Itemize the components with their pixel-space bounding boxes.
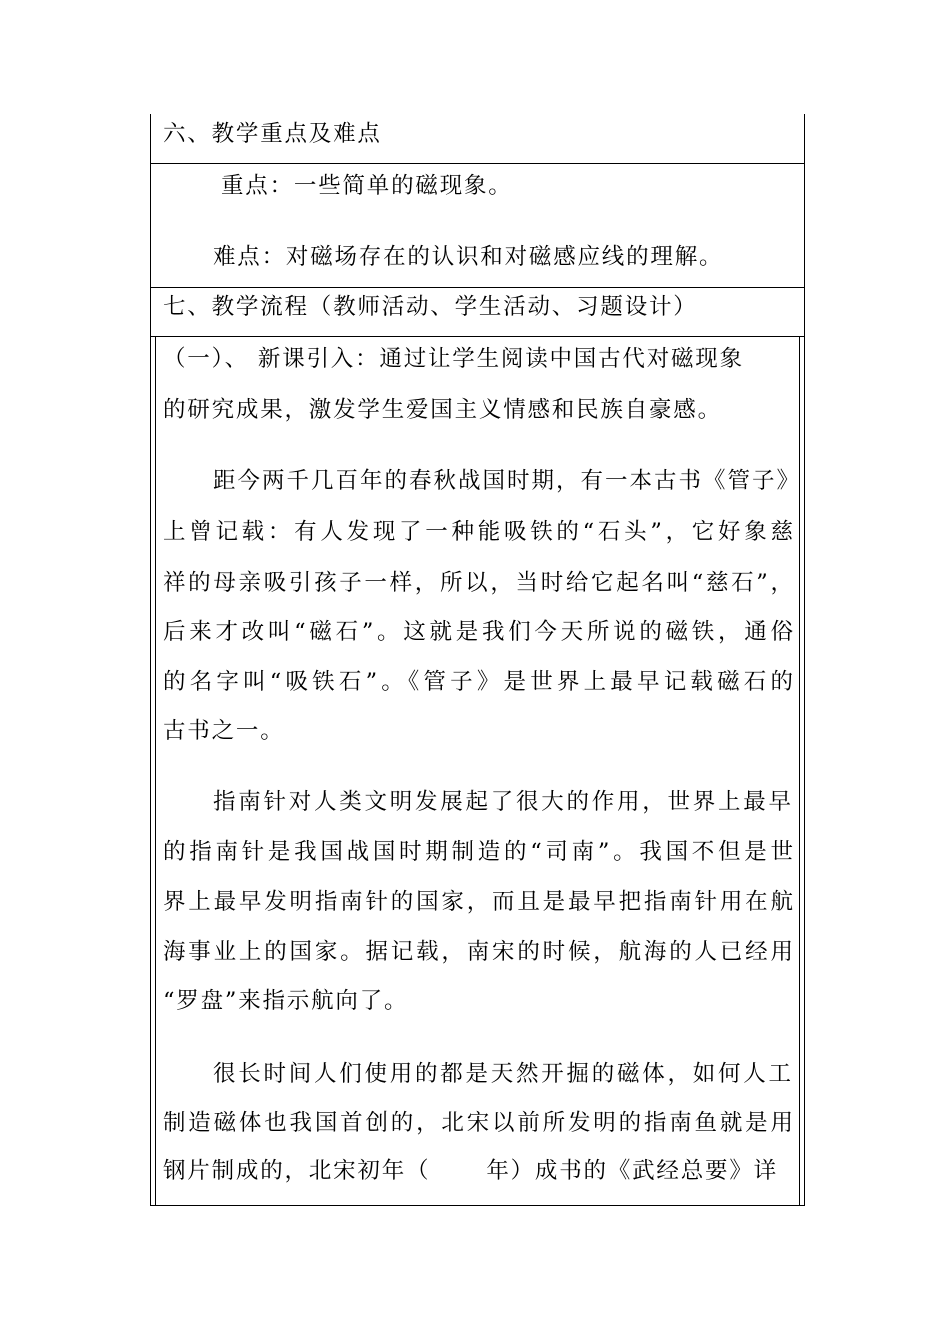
p3-line-1: 很长时间人们使用的都是天然开掘的磁体，如何人工 [213, 1061, 791, 1087]
p3-line-3-part-a: 钢片制成的，北宋初年（ [163, 1158, 431, 1184]
p2-line-4: 海事业上的国家。据记载，南宋的时候，航海的人已经用 [163, 939, 793, 965]
p1-line-1: 距今两千几百年的春秋战国时期，有一本古书《管子》 [213, 468, 799, 494]
inner-right-rule [799, 337, 800, 1205]
p3-line-2: 制造磁体也我国首创的，北宋以前所发明的指南鱼就是用 [163, 1110, 793, 1136]
p1-line-3: 祥的母亲吸引孩子一样，所以，当时给它起名叫“慈石”， [163, 570, 793, 596]
intro-line-1: （一）、 新课引入：通过让学生阅读中国古代对磁现象 [163, 346, 744, 372]
section7-heading: 七、教学流程（教师活动、学生活动、习题设计） [163, 294, 698, 320]
row-divider-2 [151, 287, 804, 288]
p2-line-1: 指南针对人类文明发展起了很大的作用，世界上最早 [213, 789, 791, 815]
p1-line-6: 古书之一。 [163, 718, 285, 744]
row-divider-3 [151, 336, 804, 337]
p2-line-5: “罗盘”来指示航向了。 [163, 988, 409, 1014]
row-divider-1 [151, 163, 804, 164]
p1-line-2: 上曾记载：有人发现了一种能吸铁的“石头”，它好象慈 [163, 519, 793, 545]
p1-line-4: 后来才改叫“磁石”。这就是我们今天所说的磁铁，通俗 [163, 619, 793, 645]
section6-heading: 六、教学重点及难点 [163, 121, 382, 147]
inner-left-rule [155, 337, 156, 1205]
key-point-text: 重点：一些简单的磁现象。 [221, 173, 513, 199]
p1-line-5: 的名字叫“吸铁石”。《管子》是世界上最早记载磁石的 [163, 669, 793, 695]
p3-line-3-part-b: 年）成书的《武经总要》详 [486, 1158, 778, 1184]
difficulty-text: 难点：对磁场存在的认识和对磁感应线的理解。 [213, 244, 724, 270]
p3-line-3 [163, 1156, 778, 1186]
p2-line-2: 的指南针是我国战国时期制造的“司南”。我国不但是世 [163, 839, 793, 865]
p2-line-3: 界上最早发明指南针的国家，而且是最早把指南针用在航 [163, 889, 793, 915]
lesson-plan-table [150, 114, 805, 1206]
intro-line-2: 的研究成果，激发学生爱国主义情感和民族自豪感。 [163, 397, 722, 423]
